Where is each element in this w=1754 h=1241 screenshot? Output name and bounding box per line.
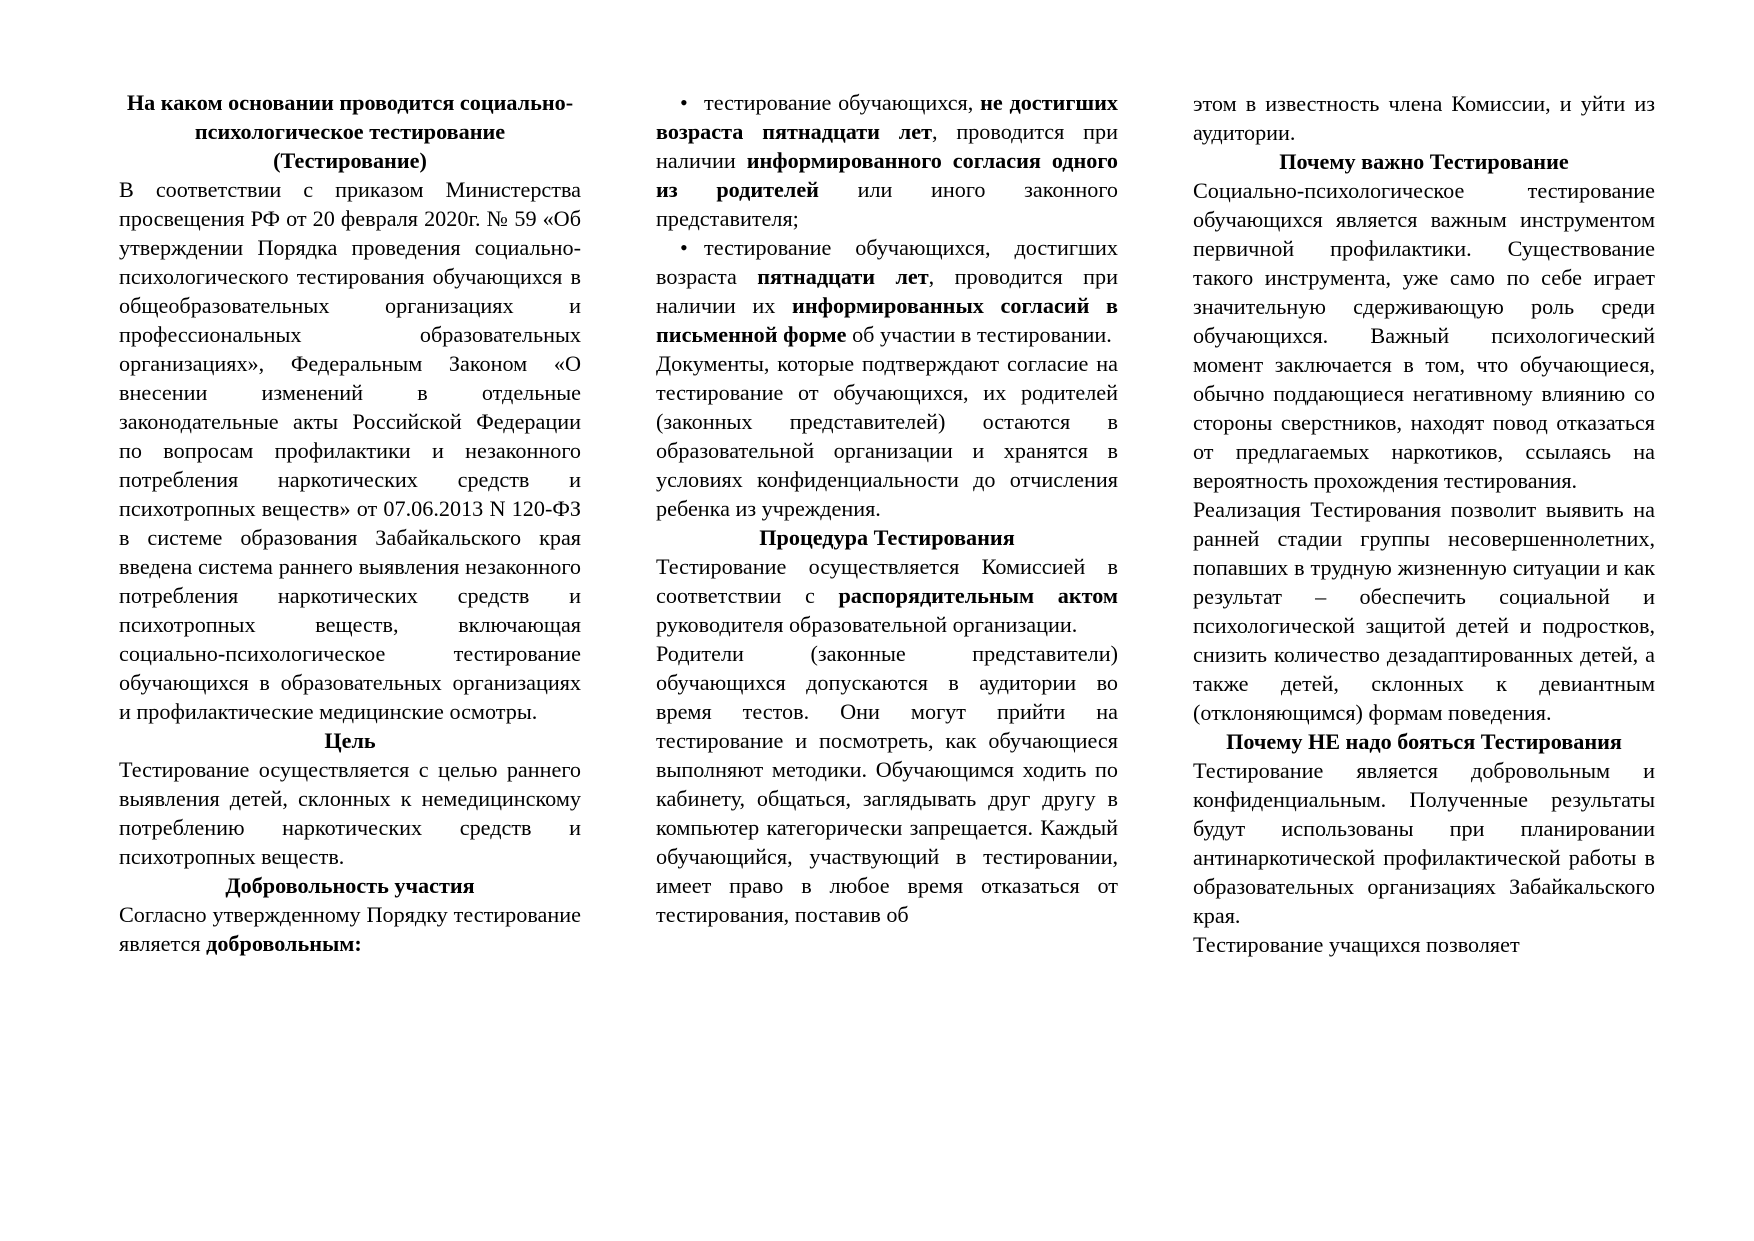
- paragraph-continuation: этом в известность члена Комиссии, и уйти из аудитории.: [1193, 91, 1655, 145]
- heading-basis: На каком основании проводится социально-психологическое тестирование (Тестирование): [126, 90, 574, 173]
- consent-list: [656, 88, 1118, 349]
- heading-importance: Почему важно Тестирование: [1279, 149, 1569, 174]
- paragraph-documents: Документы, которые подтверждают согласие на тестирование от обучающихся, их родителей (законных представителей) остаются в образовательной организации и хранятся в условиях конфиденциальности до отчисления ребенка из учреждения.: [656, 351, 1118, 521]
- column-right: [1193, 89, 1655, 959]
- paragraph-goal: Тестирование осуществляется с целью раннего выявления детей, склонных к немедицинскому потреблению наркотических средств и психотропных веществ.: [119, 757, 581, 869]
- bullet2-text-1: тестирование обучающихся, достигших возраста: [656, 235, 1118, 289]
- list-item: [656, 233, 1118, 349]
- paragraph-importance: Социально-психологическое тестирование обучающихся является важным инструментом первичной профилактики. Существование такого инструмента, уже само по себе играет значительную сдерживающую роль среди обучающихся. Важный психологический момент заключается в том, что обучающиеся, обычно поддающиеся негативному влиянию со стороны сверстников, находят повод отказаться от предлагаемых наркотиков, ссылаясь на вероятность прохождения тестирования.: [1193, 178, 1655, 493]
- list-item: [656, 88, 1118, 233]
- bullet2-bold-1: пятнадцати лет: [757, 264, 929, 289]
- bullet1-text-3: или иного законного представителя;: [656, 177, 1118, 231]
- bullet1-bold-1: не достигших возраста пятнадцати лет: [656, 90, 1118, 144]
- column-left: [119, 88, 581, 958]
- bullet2-text-3: об участии в тестировании.: [846, 322, 1112, 347]
- bullet1-bold-2: информированного согласия одного из родителей: [656, 148, 1118, 202]
- heading-voluntary: Добровольность участия: [225, 873, 475, 898]
- bullet2-bold-2: информированных согласий в письменной форме: [656, 293, 1118, 347]
- voluntary-bold: добровольным:: [206, 931, 362, 956]
- bullet1-text-1: тестирование обучающихся,: [704, 90, 981, 115]
- paragraph-last: Тестирование учащихся позволяет: [1193, 932, 1520, 957]
- paragraph-parents: Родители (законные представители) обучающихся допускаются в аудитории во время тестов. Они могут прийти на тестирование и посмотреть, как обучающиеся выполняют методики. Обучающимся ходить по кабинету, общаться, заглядывать друг другу в компьютер категорически запрещается. Каждый обучающийся, участвующий в тестировании, имеет право в любое время отказаться от тестирования, поставив об: [656, 641, 1118, 927]
- procedure-bold: распорядительным актом: [838, 583, 1118, 608]
- heading-procedure: Процедура Тестирования: [759, 525, 1015, 550]
- paragraph-basis: В соответствии с приказом Министерства просвещения РФ от 20 февраля 2020г. № 59 «Об утверждении Порядка проведения социально-психологического тестирования обучающихся в общеобразовательных организациях и профессиональных образовательных организациях», Федеральным Законом «О внесении изменений в отдельные законодательные акты Российской Федерации по вопросам профилактики и незаконного потребления наркотических средств и психотропных веществ» от 07.06.2013 N 120-ФЗ в системе образования Забайкальского края введена система раннего выявления незаконного потребления наркотических средств и психотропных веществ, включающая социально-психологическое тестирование обучающихся в образовательных организациях и профилактические медицинские осмотры.: [119, 177, 581, 724]
- bullet2-text-2: , проводится при наличии их: [656, 264, 1118, 318]
- paragraph-procedure: [656, 552, 1118, 639]
- paragraph-voluntary: [119, 900, 581, 958]
- column-middle: [656, 88, 1118, 929]
- paragraph-realization: Реализация Тестирования позволит выявить на ранней стадии группы несовершеннолетних, попавших в трудную жизненную ситуации и как результат – обеспечить социальной и психологической защитой детей и подростков, снизить количество дезадаптированных детей, а также детей, склонных к девиантным (отклоняющимся) формам поведения.: [1193, 497, 1655, 725]
- bullet1-text-2: , проводится при наличии: [656, 119, 1118, 173]
- heading-goal: Цель: [324, 728, 376, 753]
- paragraph-not-afraid: Тестирование является добровольным и конфиденциальным. Полученные результаты будут использованы при планировании антинаркотической профилактической работы в образовательных организациях Забайкальского края.: [1193, 758, 1655, 928]
- procedure-text-2: руководителя образовательной организации.: [656, 612, 1078, 637]
- heading-not-afraid: Почему НЕ надо бояться Тестирования: [1226, 729, 1622, 754]
- voluntary-text: Согласно утвержденному Порядку тестирование является: [119, 902, 581, 956]
- procedure-text-1: Тестирование осуществляется Комиссией в соответствии с: [656, 554, 1118, 608]
